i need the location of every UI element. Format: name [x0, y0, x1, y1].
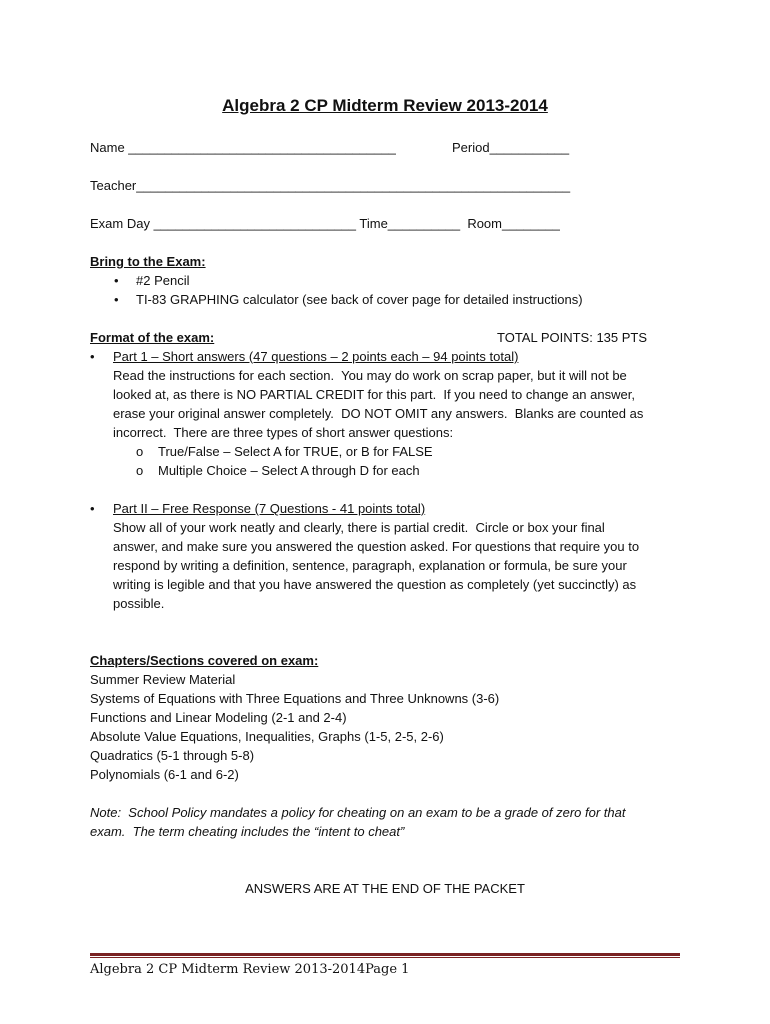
chapters-heading: Chapters/Sections covered on exam:	[90, 653, 319, 668]
total-points: TOTAL POINTS: 135 PTS	[497, 330, 648, 345]
page-footer: Algebra 2 CP Midterm Review 2013-2014Page 1	[90, 962, 410, 977]
chapter-item: Absolute Value Equations, Inequalities, Graphs (1-5, 2-5, 2-6)	[90, 729, 444, 744]
page-title: Algebra 2 CP Midterm Review 2013-2014	[222, 96, 548, 115]
part1-subitem: Multiple Choice – Select A through D for each	[158, 463, 420, 478]
part1-heading: Part 1 – Short answers (47 questions – 2 points each – 94 points total)	[113, 349, 519, 364]
bring-heading: Bring to the Exam:	[90, 254, 206, 269]
bring-item: #2 Pencil	[136, 273, 190, 288]
chapter-item: Polynomials (6-1 and 6-2)	[90, 767, 239, 782]
part1-line: erase your original answer completely. DO NOT OMIT any answers. Blanks are counted as	[113, 406, 644, 421]
exam-day-field: Exam Day ____________________________ Time__________ Room________	[90, 216, 560, 231]
chapter-item: Systems of Equations with Three Equations and Three Unknowns (3-6)	[90, 691, 500, 706]
footer-divider	[90, 953, 680, 956]
part2-line: writing is legible and that you have answered the question as completely (yet succinctly) as	[113, 577, 637, 592]
circle-bullet-icon: o	[136, 463, 144, 478]
bullet-icon: •	[114, 273, 119, 288]
circle-bullet-icon: o	[136, 444, 144, 459]
note-line: Note: School Policy mandates a policy for cheating on an exam to be a grade of zero for that	[90, 805, 626, 820]
bring-item: TI-83 GRAPHING calculator (see back of cover page for detailed instructions)	[136, 292, 583, 307]
teacher-field: Teacher____________________________________________________________	[90, 178, 571, 193]
chapter-item: Summer Review Material	[90, 672, 236, 687]
part2-line: respond by writing a definition, sentence, paragraph, explanation or formula, be sure your	[113, 558, 627, 573]
period-field: Period___________	[452, 140, 570, 155]
name-field: Name _____________________________________	[90, 140, 396, 155]
part1-subitem: True/False – Select A for TRUE, or B for FALSE	[158, 444, 433, 459]
part1-line: incorrect. There are three types of short answer questions:	[113, 425, 454, 440]
note-line: exam. The term cheating includes the “intent to cheat”	[90, 824, 405, 839]
chapter-item: Functions and Linear Modeling (2-1 and 2-4)	[90, 710, 347, 725]
part2-line: possible.	[113, 596, 165, 611]
part1-line: Read the instructions for each section. You may do work on scrap paper, but it will not be	[113, 368, 627, 383]
part2-line: answer, and make sure you answered the question asked. For questions that require you to	[113, 539, 640, 554]
part2-line: Show all of your work neatly and clearly, there is partial credit. Circle or box your final	[113, 520, 605, 535]
format-heading: Format of the exam:	[90, 330, 215, 345]
bullet-icon: •	[114, 292, 119, 307]
chapter-item: Quadratics (5-1 through 5-8)	[90, 748, 255, 763]
footer-divider	[90, 957, 680, 958]
part2-heading: Part II – Free Response (7 Questions - 41 points total)	[113, 501, 426, 516]
bullet-icon: •	[90, 501, 95, 516]
bullet-icon: •	[90, 349, 95, 364]
part1-line: looked at, as there is NO PARTIAL CREDIT for this part. If you need to change an answer,	[113, 387, 635, 402]
answers-notice: ANSWERS ARE AT THE END OF THE PACKET	[245, 881, 525, 896]
